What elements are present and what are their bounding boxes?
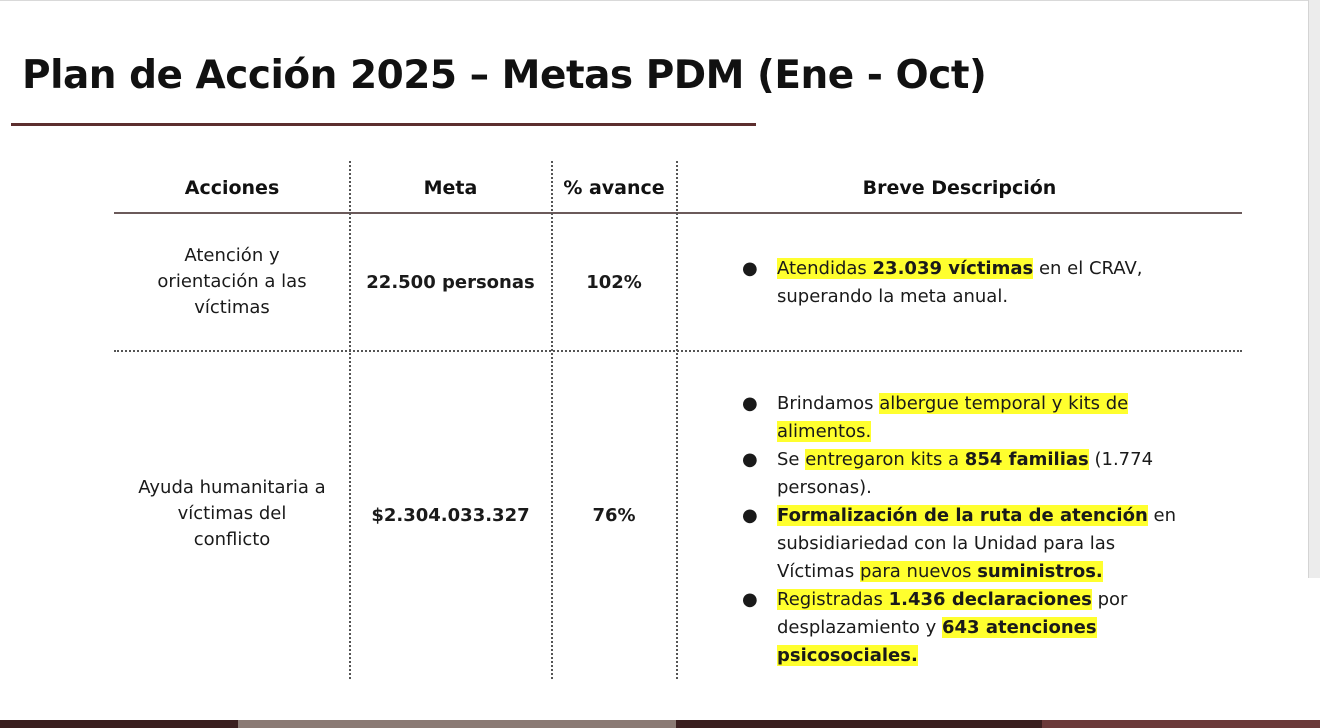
row2-description-list [740,390,1220,670]
row-divider [114,350,1242,352]
text: desplazamiento y [777,617,942,638]
text: en el CRAV, [1033,258,1143,279]
bullet-icon: ● [742,589,758,610]
row1-accion-line: víctimas [194,297,270,318]
row1-avance: 102% [586,272,642,293]
text-bold: suministros. [977,561,1103,582]
list-item [740,390,1220,446]
text-bold: 1.436 declaraciones [888,589,1092,610]
header-meta: Meta [423,177,478,199]
row2-accion [110,475,354,553]
text: entregaron kits a [805,449,965,470]
row2-avance: 76% [592,505,636,526]
list-item [740,446,1220,502]
text: Se [777,449,806,470]
bullet-icon: ● [742,505,758,526]
bottom-bar-segment [238,720,676,728]
highlight [860,561,1103,582]
right-edge-panel-lower [1308,578,1320,720]
text-highlight-bold: 643 atenciones [942,617,1097,638]
row1-description-list [740,255,1220,311]
list-item [740,586,1220,670]
row2-accion-line: Ayuda humanitaria a [138,477,326,498]
text-bold: 23.039 víctimas [872,258,1034,279]
bottom-bar-segment [0,720,238,728]
text: personas). [777,477,872,498]
row2-meta: $2.304.033.327 [371,505,530,526]
row1-accion-line: Atención y [184,245,280,266]
text: Registradas [777,589,889,610]
text: superando la meta anual. [777,286,1009,307]
row1-meta: 22.500 personas [366,272,535,293]
text-highlight: alimentos. [777,421,872,442]
text-highlight: albergue temporal y kits de [879,393,1129,414]
highlight [777,589,1092,610]
bullet-icon: ● [742,393,758,414]
row2-accion-line: conflicto [193,529,271,550]
column-divider [349,161,351,679]
right-edge-panel [1308,0,1320,578]
header-acciones: Acciones [184,177,280,199]
column-divider [676,161,678,679]
page-title: Plan de Acción 2025 – Metas PDM (Ene - Oct) [22,53,987,98]
text: en [1147,505,1176,526]
text-highlight-bold: Formalización de la ruta de atención [777,505,1148,526]
header-avance: % avance [563,177,665,199]
highlight [777,258,1033,279]
text-highlight-bold: psicosociales. [777,645,918,666]
text-bold: 854 familias [964,449,1089,470]
header-divider [114,212,1242,214]
row2-accion-line: víctimas del [177,503,287,524]
text: (1.774 [1088,449,1154,470]
title-underline [11,123,756,126]
text: por [1091,589,1128,610]
text: Brindamos [777,393,880,414]
highlight [805,449,1089,470]
bullet-icon: ● [742,258,758,279]
header-descripcion: Breve Descripción [862,177,1057,199]
text: subsidiariedad con la Unidad para las [777,533,1116,554]
row1-accion [114,243,350,321]
text: para nuevos [859,561,978,582]
row1-accion-line: orientación a las [157,271,307,292]
bottom-bar-segment [676,720,1042,728]
text: Víctimas [777,561,860,582]
list-item [740,255,1220,311]
bullet-icon: ● [742,449,758,470]
column-divider [551,161,553,679]
list-item [740,502,1220,586]
text: Atendidas [777,258,873,279]
bottom-bar-segment [1042,720,1320,728]
